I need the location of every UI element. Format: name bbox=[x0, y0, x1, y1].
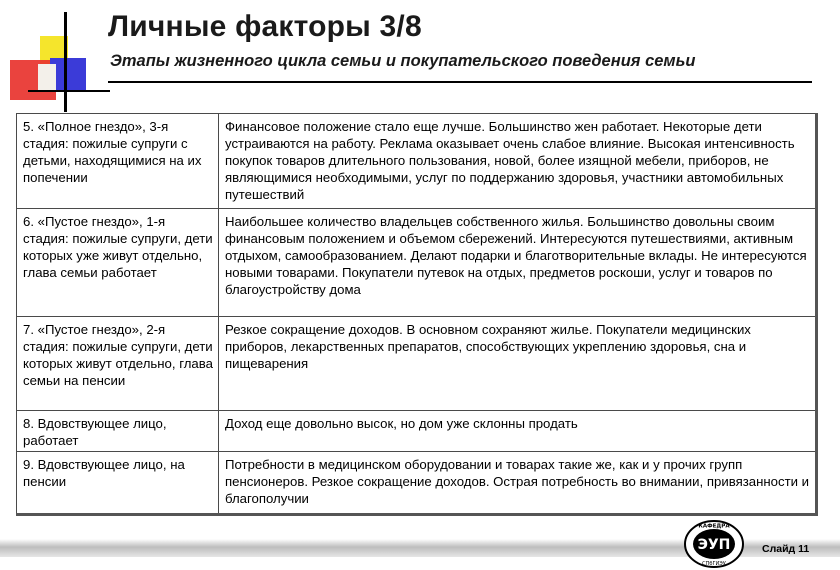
description-cell: Доход еще довольно высок, но дом уже склонны продать bbox=[219, 411, 817, 452]
logo-ring-bottom: СПбГИЭУ bbox=[702, 561, 726, 567]
life-cycle-table bbox=[16, 113, 818, 516]
slide-title: Личные факторы 3/8 bbox=[108, 10, 422, 43]
stage-cell: 9. Вдовствующее лицо, на пенсии bbox=[17, 452, 219, 515]
stage-cell: 8. Вдовствующее лицо, работает bbox=[17, 411, 219, 452]
corner-decoration bbox=[0, 0, 110, 115]
table-row bbox=[17, 209, 817, 317]
logo-text: ЭУП bbox=[697, 537, 731, 553]
white-square bbox=[38, 64, 56, 92]
description-cell: Финансовое положение стало еще лучше. Большинство жен работает. Некоторые дети устраиваются на работу. Реклама оказывает очень слабое влияние. Высокая интенсивность покупок товаров длительного пользования, новой, более изящной мебели, приборов, не являющимися необходимыми, услуг по поддержанию здоровья, участники автомобильных путешествий bbox=[219, 114, 817, 209]
vertical-line bbox=[64, 12, 67, 112]
department-logo bbox=[683, 519, 745, 569]
description-cell: Потребности в медицинском оборудовании и товарах такие же, как и у прочих групп пенсионеров. Резкое сокращение доходов. Острая потребность во внимании, привязанности и благополучии bbox=[219, 452, 817, 515]
stage-cell: 5. «Полное гнездо», 3-я стадия: пожилые супруги с детьми, находящимися на их попечении bbox=[17, 114, 219, 209]
table-row bbox=[17, 452, 817, 515]
stage-cell: 6. «Пустое гнездо», 1-я стадия: пожилые супруги, дети которых уже живут отдельно, глава семьи работает bbox=[17, 209, 219, 317]
stage-cell: 7. «Пустое гнездо», 2-я стадия: пожилые супруги, дети которых живут отдельно, глава семьи на пенсии bbox=[17, 317, 219, 411]
table-row bbox=[17, 114, 817, 209]
horizontal-line bbox=[28, 90, 110, 92]
description-cell: Резкое сокращение доходов. В основном сохраняют жилье. Покупатели медицинских приборов, лекарственных препаратов, способствующих укреплению здоровья, сна и пищеварения bbox=[219, 317, 817, 411]
table-row bbox=[17, 411, 817, 452]
table-row bbox=[17, 317, 817, 411]
logo-ring-top: КАФЕДРА bbox=[698, 523, 730, 530]
slide-number: Слайд 11 bbox=[762, 543, 810, 555]
description-cell: Наибольшее количество владельцев собственного жилья. Большинство довольны своим финансовым положением и объемом сбережений. Интересуются путешествиями, активным отдыхом, самообразованием. Делают подарки и благотворительные вклады. Не интересуются новыми товарами. Покупатели путевок на отдых, предметов роскоши, услуг и товаров по благоустройству дома bbox=[219, 209, 817, 317]
title-underline bbox=[108, 81, 812, 83]
slide-subtitle: Этапы жизненного цикла семьи и покупательского поведения семьи bbox=[110, 52, 696, 70]
